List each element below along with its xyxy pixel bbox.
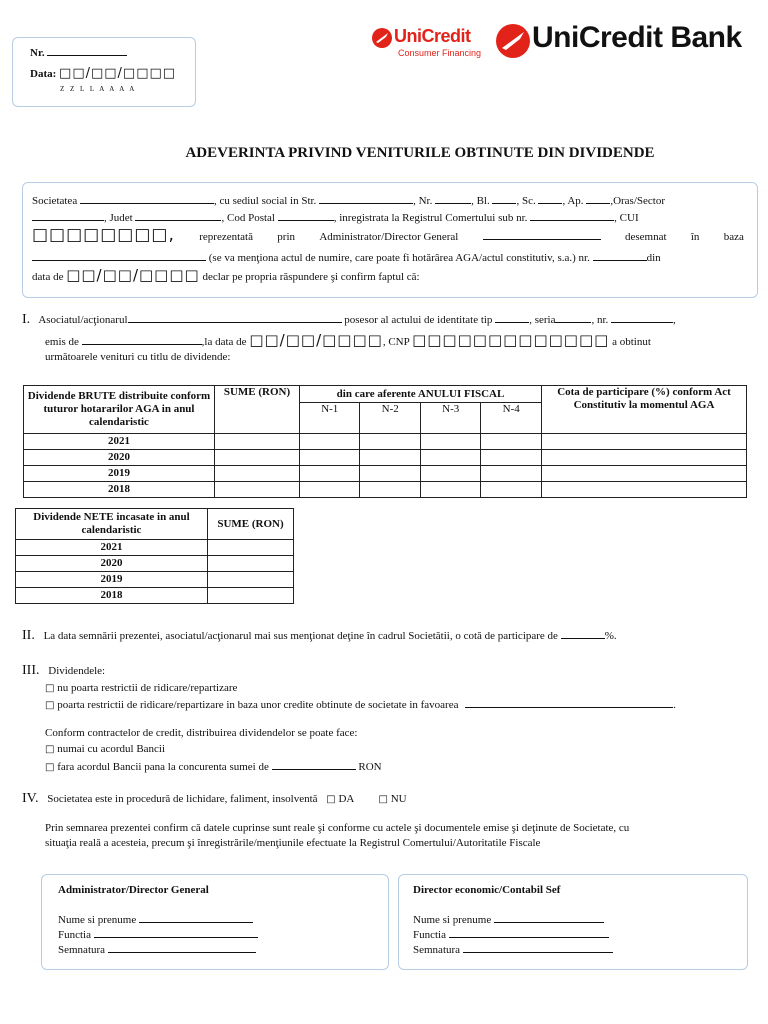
label-baza: baza <box>723 231 744 243</box>
company-line-1 <box>32 193 665 208</box>
section-4-numeral: IV. <box>22 791 39 806</box>
label-data-de: data de <box>32 271 64 283</box>
section-3-numeral: III. <box>22 663 40 678</box>
field-emis-de[interactable] <box>82 334 202 345</box>
unicredit-small-logo-icon <box>372 28 392 48</box>
sig-left-title: Administrator/Director General <box>58 884 209 896</box>
section-1-line-1: I. Asociatul/acţionarul posesor al actului de identitate tip , seria , nr. , <box>22 312 676 327</box>
option-fara-restrictii <box>45 681 237 696</box>
field-sc[interactable] <box>538 193 562 204</box>
net-sum-cell[interactable] <box>208 540 294 556</box>
label-urmatoarele: următoarele venituri cu titlu de dividende: <box>45 351 231 363</box>
table-row <box>16 540 294 556</box>
field-societatea[interactable] <box>80 193 214 204</box>
label-cui: , CUI <box>614 212 639 224</box>
logo-small-sub: Consumer Financing <box>398 48 482 58</box>
table-row <box>24 466 747 482</box>
field-seria[interactable] <box>555 312 591 323</box>
label-ap: , Ap. <box>562 195 584 207</box>
field-asociat[interactable] <box>128 312 342 323</box>
n4-cell[interactable] <box>481 434 542 450</box>
n1-cell[interactable] <box>300 434 360 450</box>
option-4-currency: RON <box>358 761 382 773</box>
table-row <box>16 588 294 604</box>
label-functia: Functia <box>58 929 91 941</box>
n4-cell[interactable] <box>481 450 542 466</box>
checkbox-fara-restrictii[interactable]: □ <box>45 683 55 694</box>
year-cell: 2019 <box>24 466 215 482</box>
unicredit-consumer-logo <box>372 24 494 64</box>
year-cell: 2019 <box>16 572 208 588</box>
n3-cell[interactable] <box>420 466 480 482</box>
cota-cell[interactable] <box>542 434 747 450</box>
section-2-text: La data semnării prezentei, asociatul/acţionarul mai sus menţionat deţine în cadrul Societătii, o cotă de participare de <box>43 630 558 642</box>
option-fara-acord <box>45 759 382 775</box>
sig-left-name-row <box>58 912 253 927</box>
confirm-line-2: situaţia reală a acesteia, precum şi înregistrările/menţiunile efectuate la Registrul Comertului/Autoritatile Fiscale <box>45 837 541 849</box>
option-3-label: numai cu acordul Bancii <box>57 743 166 755</box>
field-nr[interactable] <box>435 193 471 204</box>
n1-cell[interactable] <box>300 450 360 466</box>
company-line-4 <box>32 250 661 265</box>
label-judet: , Judet <box>104 212 133 224</box>
table-row <box>16 572 294 588</box>
net-dividends-table <box>15 508 294 604</box>
company-line-5 <box>32 268 420 284</box>
label-nume: Nume si prenume <box>58 914 137 926</box>
sum-cell[interactable] <box>215 466 300 482</box>
th-sume-nete: SUME (RON) <box>208 509 294 540</box>
field-act-tip[interactable] <box>495 312 529 323</box>
label-a-obtinut: a obtinut <box>612 336 651 348</box>
label-prin: prin <box>277 231 296 243</box>
section-2 <box>22 628 617 643</box>
label-societatea: Societatea <box>32 195 78 207</box>
label-asociat: Asociatul/acţionarul <box>38 314 128 326</box>
label-nr: , Nr. <box>413 195 433 207</box>
label-administrator: Administrator/Director General <box>319 231 459 243</box>
n2-cell[interactable] <box>360 466 420 482</box>
label-act-numire: (se va menţiona actul de numire, care poate fi hotărârea AGA/actul constitutiv, s.a.) nr. <box>208 252 590 264</box>
label-oras: ,Oras/Sector <box>610 195 665 207</box>
company-line-3 <box>32 225 744 245</box>
label-semnatura: Semnatura <box>58 944 106 956</box>
year-cell: 2018 <box>24 482 215 498</box>
gross-dividends-table <box>23 385 747 498</box>
sum-cell[interactable] <box>215 450 300 466</box>
checkbox-nu[interactable]: □ <box>378 794 388 805</box>
label-nr-act: , nr. <box>591 314 609 326</box>
logo-small-name: UniCredit <box>394 26 471 46</box>
act-date-boxes[interactable]: □□/□□/□□□□ <box>66 266 200 284</box>
label-sediu: , cu sediul social in Str. <box>213 195 317 207</box>
n4-cell[interactable] <box>481 466 542 482</box>
section-4-text: Societatea este in procedură de lichidare, faliment, insolventă <box>47 793 318 805</box>
label-conform: Conform contractelor de credit, distribuirea dividendelor se poate face: <box>45 727 358 739</box>
sig-right-signature-row <box>413 942 613 957</box>
sum-cell[interactable] <box>215 482 300 498</box>
option-cu-acord <box>45 742 165 757</box>
sum-cell[interactable] <box>215 434 300 450</box>
th-anul-fiscal: din care aferente ANULUI FISCAL <box>300 386 542 403</box>
cnp-boxes[interactable]: □□□□□□□□□□□□□ <box>412 331 610 349</box>
n2-cell[interactable] <box>360 482 420 498</box>
label-bl: , Bl. <box>471 195 490 207</box>
year-cell: 2020 <box>16 556 208 572</box>
label-seria: , seria <box>529 314 556 326</box>
field-in-favoarea[interactable] <box>465 697 673 708</box>
checkbox-fara-acord[interactable]: □ <box>45 762 55 773</box>
option-1-label: nu poarta restrictii de ridicare/repartizare <box>57 682 238 694</box>
net-sum-cell[interactable] <box>208 556 294 572</box>
n1-cell[interactable] <box>300 482 360 498</box>
n2-cell[interactable] <box>360 434 420 450</box>
table-row <box>24 482 747 498</box>
n2-cell[interactable] <box>360 450 420 466</box>
checkbox-cu-restrictii[interactable]: □ <box>45 700 55 711</box>
label-emis-de: emis de <box>45 336 79 348</box>
sig-left-signature-row <box>58 942 256 957</box>
field-nume-left[interactable] <box>139 912 253 923</box>
field-nr-act[interactable] <box>611 312 673 323</box>
unicredit-bank-logo <box>496 20 758 64</box>
checkbox-da[interactable]: □ <box>326 794 336 805</box>
year-cell: 2021 <box>16 540 208 556</box>
cota-cell[interactable] <box>542 482 747 498</box>
n3-cell[interactable] <box>420 450 480 466</box>
label-nu: NU <box>390 793 407 805</box>
unicredit-bank-logo-icon <box>496 24 530 58</box>
section-2-percent: %. <box>604 630 617 642</box>
cui-boxes[interactable]: □□□□□□□□, <box>32 225 175 245</box>
option-2-label: poarta restrictii de ridicare/repartizare in baza unor credite obtinute de societate in favoarea <box>57 699 459 711</box>
logo-big-name: UniCredit Bank <box>532 21 742 54</box>
nr-label: Nr. <box>30 47 45 59</box>
field-semnatura-right[interactable] <box>463 942 613 953</box>
net-sum-cell[interactable] <box>208 588 294 604</box>
year-cell: 2018 <box>16 588 208 604</box>
date-boxes[interactable]: □□/□□/□□□□ <box>59 66 177 81</box>
table-row <box>24 450 747 466</box>
field-oras[interactable] <box>32 210 104 221</box>
field-strada[interactable] <box>319 193 413 204</box>
field-nume-right[interactable] <box>494 912 604 923</box>
field-act-numire[interactable] <box>32 250 206 261</box>
section-2-numeral: II. <box>22 628 35 643</box>
sig-right-title: Director economic/Contabil Sef <box>413 884 561 896</box>
th-n4: N-4 <box>481 403 542 434</box>
cota-cell[interactable] <box>542 450 747 466</box>
label-reg-com: , inregistrata la Registrul Comertului sub nr. <box>333 212 528 224</box>
field-bl[interactable] <box>492 193 516 204</box>
section-1-numeral: I. <box>22 312 31 327</box>
sig-right-name-row <box>413 912 604 927</box>
th-dividende-brute: Dividende BRUTE distribuite conform tuturor hotararilor AGA in anul calendaristic <box>24 386 215 434</box>
nr-line <box>30 45 127 60</box>
section-3-title: Dividendele: <box>48 665 106 677</box>
field-cota-participare[interactable] <box>561 628 605 639</box>
option-4-label: fara acordul Bancii pana la concurenta sumei de <box>57 761 269 773</box>
th-dividende-nete: Dividende NETE incasate in anul calendaristic <box>16 509 208 540</box>
option-cu-restrictii <box>45 697 676 713</box>
section-1-line-2 <box>45 333 651 349</box>
checkbox-cu-acord[interactable]: □ <box>45 744 55 755</box>
th-sume: SUME (RON) <box>215 386 300 434</box>
field-functia-right[interactable] <box>449 927 609 938</box>
field-semnatura-left[interactable] <box>108 942 256 953</box>
label-da: DA <box>338 793 354 805</box>
field-functia-left[interactable] <box>94 927 258 938</box>
nr-field[interactable] <box>47 45 127 56</box>
company-line-2 <box>32 210 639 225</box>
th-n3: N-3 <box>420 403 480 434</box>
label-cnp: , CNP <box>382 336 410 348</box>
date-label: Data: <box>30 68 57 80</box>
label-functia: Functia <box>413 929 446 941</box>
label-desemnat: desemnat <box>625 231 667 243</box>
label-din: din <box>646 252 661 264</box>
date-hint: Z Z L L A A A A <box>60 85 137 93</box>
option-2-end: . <box>673 699 676 711</box>
label-sc: , Sc. <box>516 195 536 207</box>
th-n2: N-2 <box>360 403 420 434</box>
field-suma[interactable] <box>272 759 356 770</box>
field-judet[interactable] <box>135 210 221 221</box>
field-ap[interactable] <box>586 193 610 204</box>
field-reg-com[interactable] <box>530 210 614 221</box>
net-sum-cell[interactable] <box>208 572 294 588</box>
field-administrator[interactable] <box>483 229 601 240</box>
sig-left-function-row <box>58 927 258 942</box>
section-3-title-line <box>22 664 105 678</box>
confirm-line-1: Prin semnarea prezentei confirm că datele cuprinse sunt reale şi conforme cu actele şi documentele emise şi deţinute de Societate, cu <box>45 822 630 834</box>
label-semnatura: Semnatura <box>413 944 461 956</box>
label-in: în <box>690 231 700 243</box>
table-row <box>16 556 294 572</box>
th-n1: N-1 <box>300 403 360 434</box>
n1-cell[interactable] <box>300 466 360 482</box>
date-line <box>30 67 176 81</box>
th-cota: Cota de participare (%) conform Act Constitutiv la momentul AGA <box>542 386 747 434</box>
year-cell: 2021 <box>24 434 215 450</box>
n3-cell[interactable] <box>420 434 480 450</box>
table-row <box>24 434 747 450</box>
label-act-identitate: posesor al actului de identitate tip <box>344 314 493 326</box>
field-act-nr[interactable] <box>593 250 647 261</box>
label-la-data-de: ,la data de <box>201 336 247 348</box>
n3-cell[interactable] <box>420 482 480 498</box>
issue-date-boxes[interactable]: □□/□□/□□□□ <box>249 331 383 349</box>
sig-right-function-row <box>413 927 609 942</box>
label-cod-postal: , Cod Postal <box>221 212 275 224</box>
label-nume: Nume si prenume <box>413 914 492 926</box>
n4-cell[interactable] <box>481 482 542 498</box>
section-4 <box>22 792 407 807</box>
field-cod-postal[interactable] <box>278 210 334 221</box>
label-reprezentata: reprezentată <box>199 231 253 243</box>
cota-cell[interactable] <box>542 466 747 482</box>
page-title: ADEVERINTA PRIVIND VENITURILE OBTINUTE DIN DIVIDENDE <box>185 145 655 161</box>
year-cell: 2020 <box>24 450 215 466</box>
label-declar: declar pe propria răspundere şi confirm faptul că: <box>202 271 420 283</box>
